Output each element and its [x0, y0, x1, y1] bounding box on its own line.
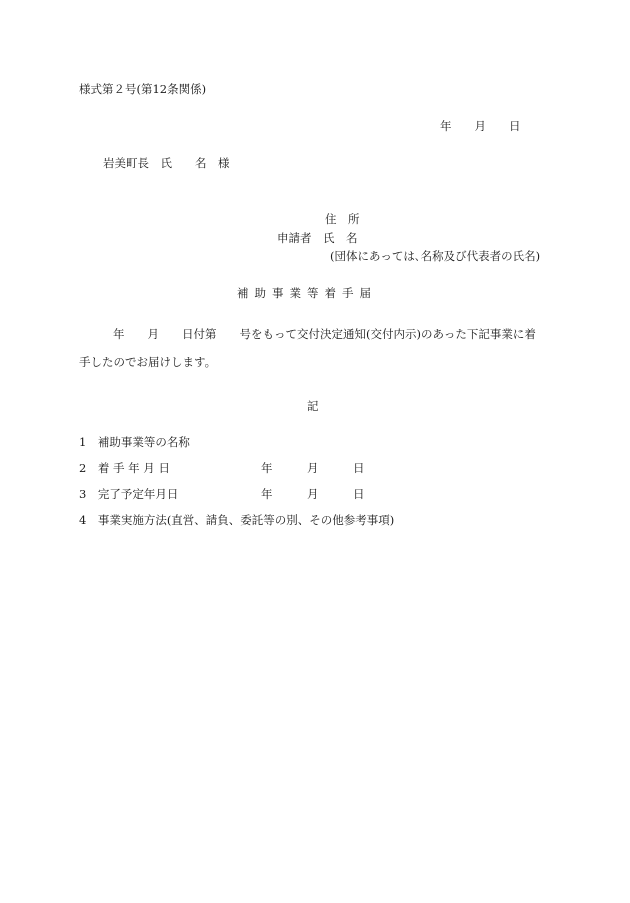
applicant-address-label: 住 所 — [325, 212, 360, 226]
item-1-label: 1 補助事業等の名称 — [79, 435, 190, 449]
form-number: 様式第２号(第12条関係) — [79, 82, 207, 96]
item-3-date: 年 月 日 — [261, 487, 365, 501]
date-line: 年 月 日 — [440, 119, 521, 133]
addressee: 岩美町長 氏 名 様 — [103, 156, 230, 170]
item-2-label: 2 着 手 年 月 日 — [79, 461, 170, 475]
body-line-2: 手したのでお届けします。 — [79, 355, 217, 369]
document-title: 補助事業等着手届 — [237, 286, 377, 300]
ki-heading: 記 — [307, 399, 319, 413]
item-2-date: 年 月 日 — [261, 461, 365, 475]
applicant-name-label: 申請者 氏 名 — [277, 231, 358, 245]
body-line-1: 年 月 日付第 号をもって交付決定通知(交付内示)のあった下記事業に着 — [113, 327, 536, 341]
item-4-label: 4 事業実施方法(直営、請負、委託等の別、その他参考事項) — [79, 513, 395, 527]
applicant-note: (団体にあっては､名称及び代表者の氏名) — [330, 249, 541, 263]
item-3-label: 3 完了予定年月日 — [79, 487, 179, 501]
